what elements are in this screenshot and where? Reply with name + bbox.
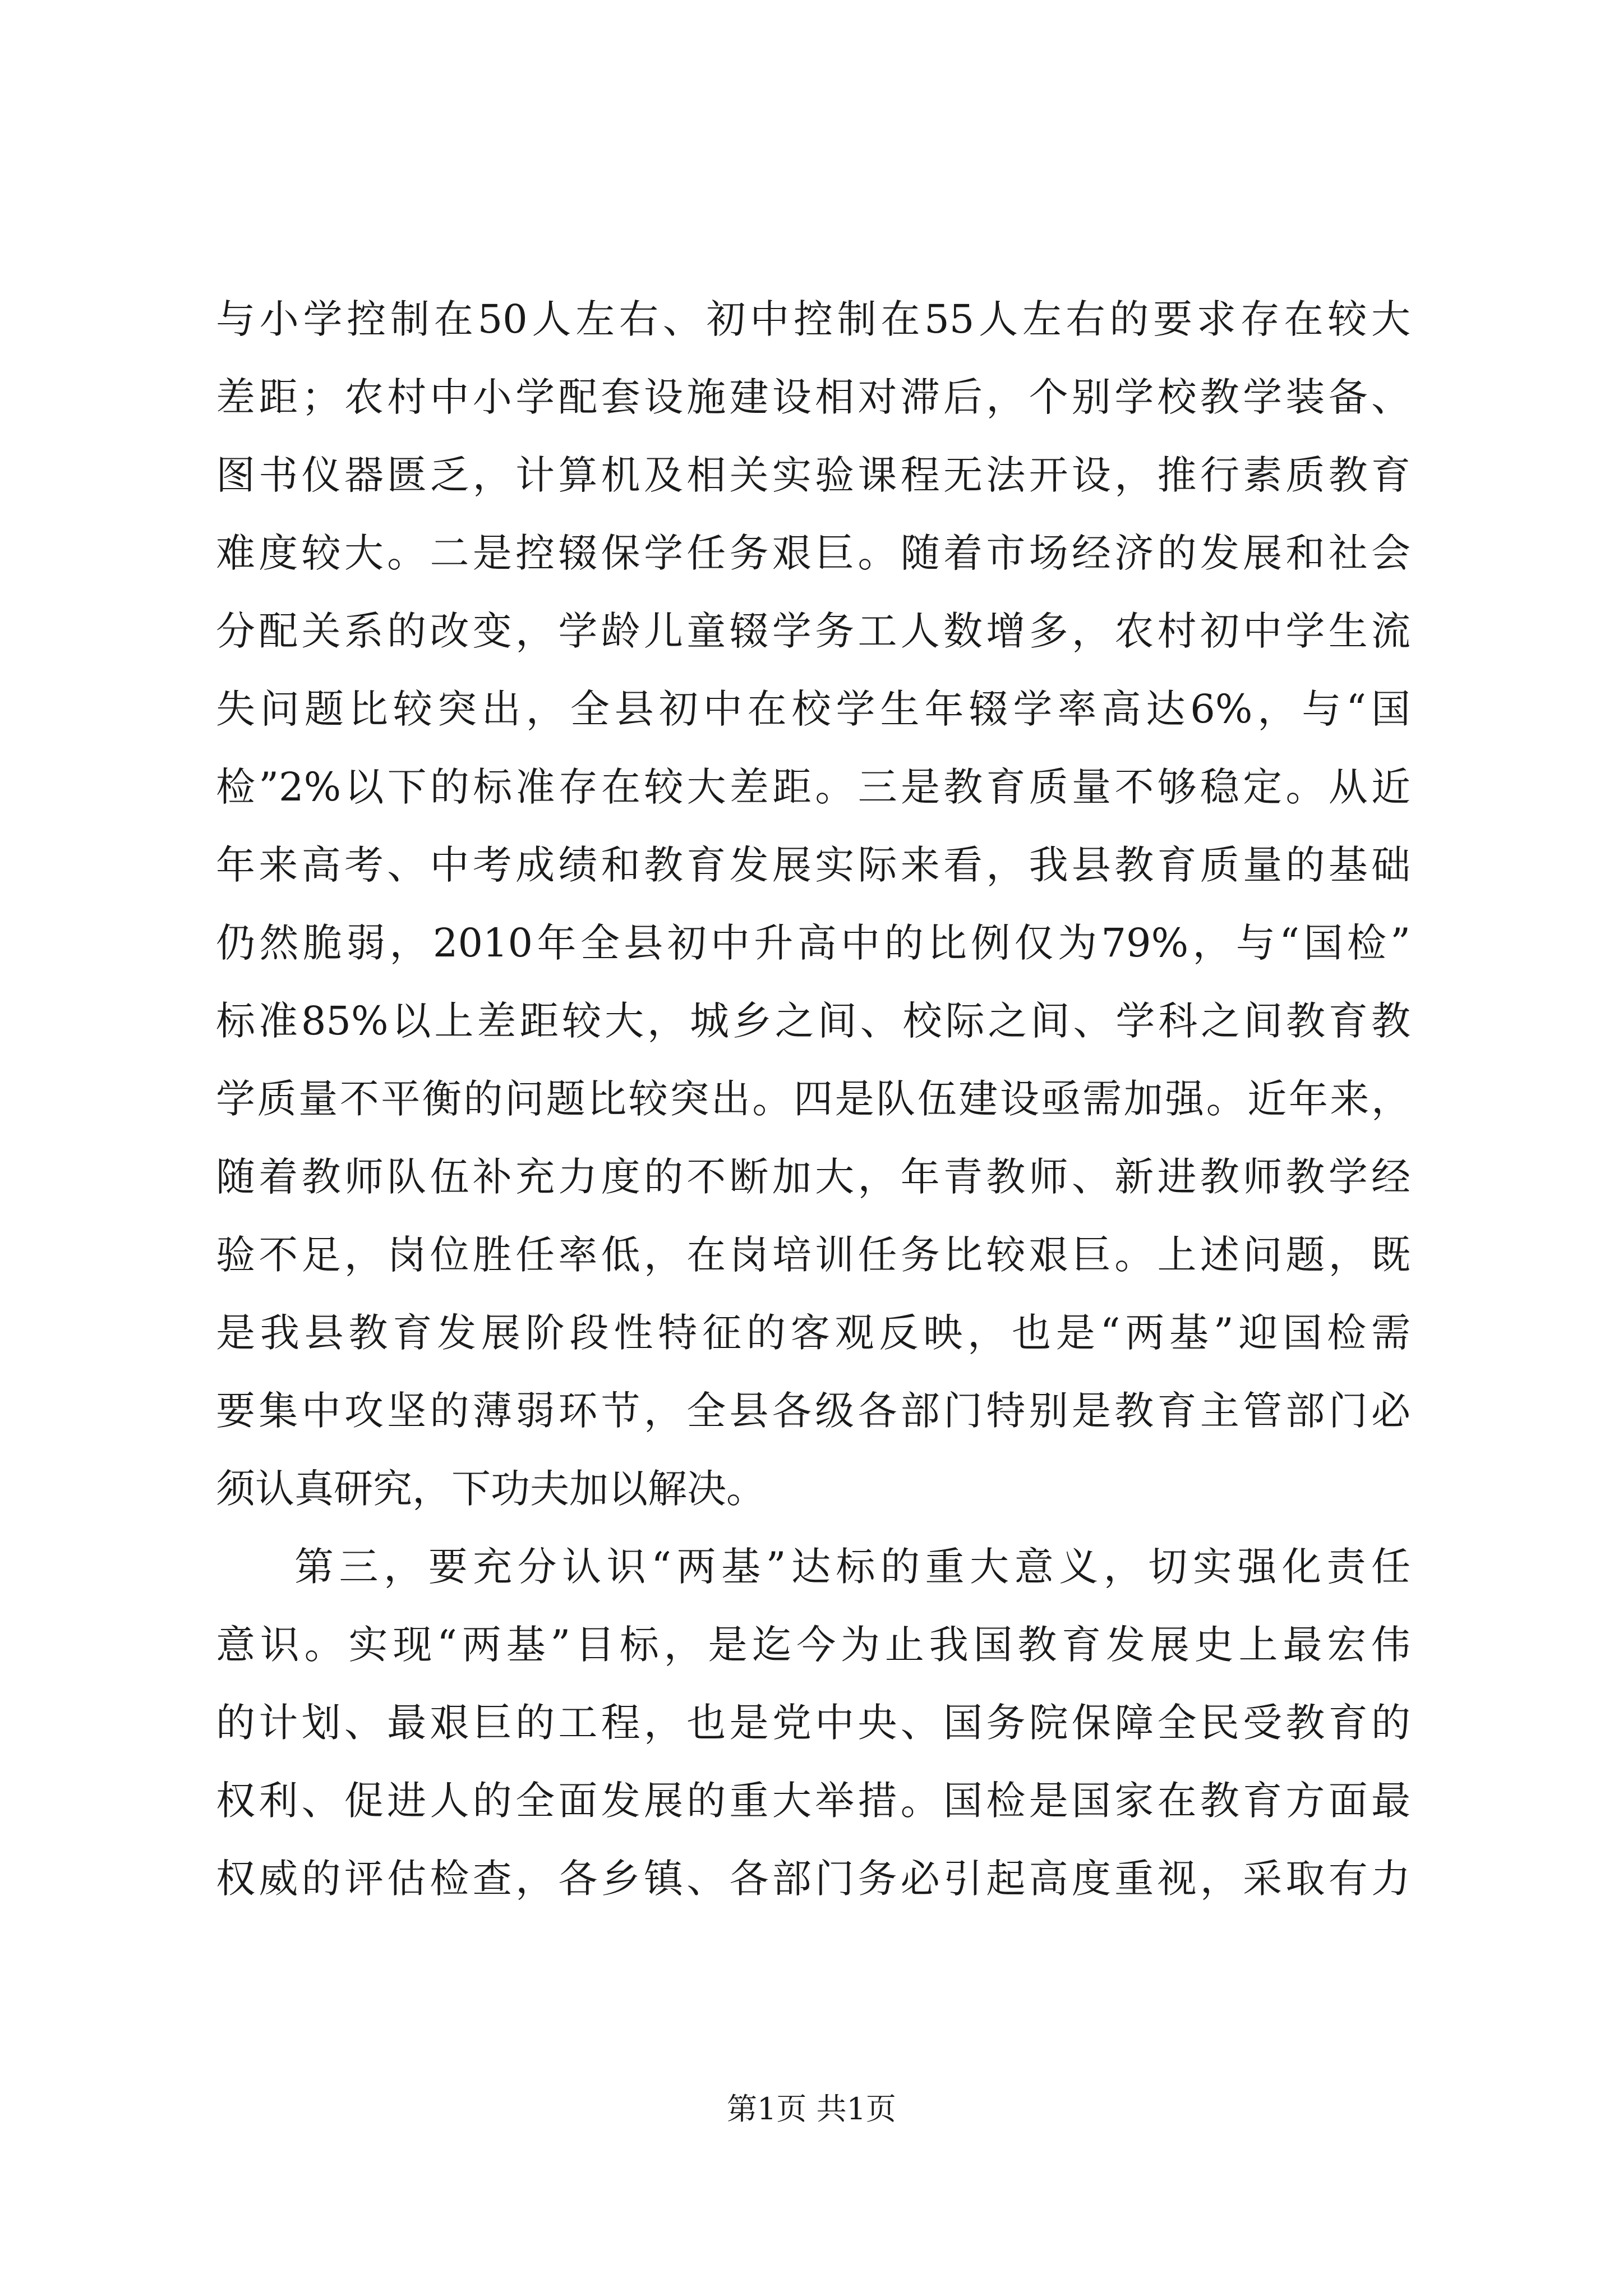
- page-number-footer: 第1页 共1页: [727, 2091, 896, 2127]
- text-line: 年来高考、中考成绩和教育发展实际来看，我县教育质量的基础: [216, 842, 1410, 888]
- text-line: 标准85%以上差距较大，城乡之间、校际之间、学科之间教育教: [216, 998, 1410, 1044]
- text-line: 学质量不平衡的问题比较突出。四是队伍建设亟需加强。近年来，: [216, 1076, 1410, 1122]
- text-line: 仍然脆弱，2010年全县初中升高中的比例仅为79%，与“国检”: [216, 920, 1410, 966]
- text-line: 须认真研究，下功夫加以解决。: [216, 1466, 766, 1512]
- text-line: 图书仪器匮乏，计算机及相关实验课程无法开设，推行素质教育: [216, 452, 1410, 498]
- document-body: [216, 280, 1410, 1918]
- text-line: 意识。实现“两基”目标，是迄今为止我国教育发展史上最宏伟: [216, 1622, 1410, 1668]
- text-line: 与小学控制在50人左右、初中控制在55人左右的要求存在较大: [216, 296, 1410, 342]
- text-line: 要集中攻坚的薄弱环节，全县各级各部门特别是教育主管部门必: [216, 1388, 1410, 1434]
- text-line: 难度较大。二是控辍保学任务艰巨。随着市场经济的发展和社会: [216, 530, 1410, 576]
- text-line: 随着教师队伍补充力度的不断加大，年青教师、新进教师教学经: [216, 1154, 1410, 1200]
- text-line: 差距；农村中小学配套设施建设相对滞后，个别学校教学装备、: [216, 374, 1410, 420]
- text-line: 分配关系的改变，学龄儿童辍学务工人数增多，农村初中学生流: [216, 608, 1410, 654]
- text-line: 是我县教育发展阶段性特征的客观反映，也是“两基”迎国检需: [216, 1310, 1410, 1356]
- paragraph-first-line: 第三，要充分认识“两基”达标的重大意义，切实强化责任: [294, 1544, 1410, 1590]
- text-line: 的计划、最艰巨的工程，也是党中央、国务院保障全民受教育的: [216, 1700, 1410, 1746]
- text-line: 失问题比较突出，全县初中在校学生年辍学率高达6%，与“国: [216, 686, 1410, 732]
- text-line: 验不足，岗位胜任率低，在岗培训任务比较艰巨。上述问题，既: [216, 1232, 1410, 1278]
- text-line: 检”2%以下的标准存在较大差距。三是教育质量不够稳定。从近: [216, 764, 1410, 810]
- text-line: 权利、促进人的全面发展的重大举措。国检是国家在教育方面最: [216, 1778, 1410, 1824]
- text-line: 权威的评估检查，各乡镇、各部门务必引起高度重视，采取有力: [216, 1856, 1410, 1902]
